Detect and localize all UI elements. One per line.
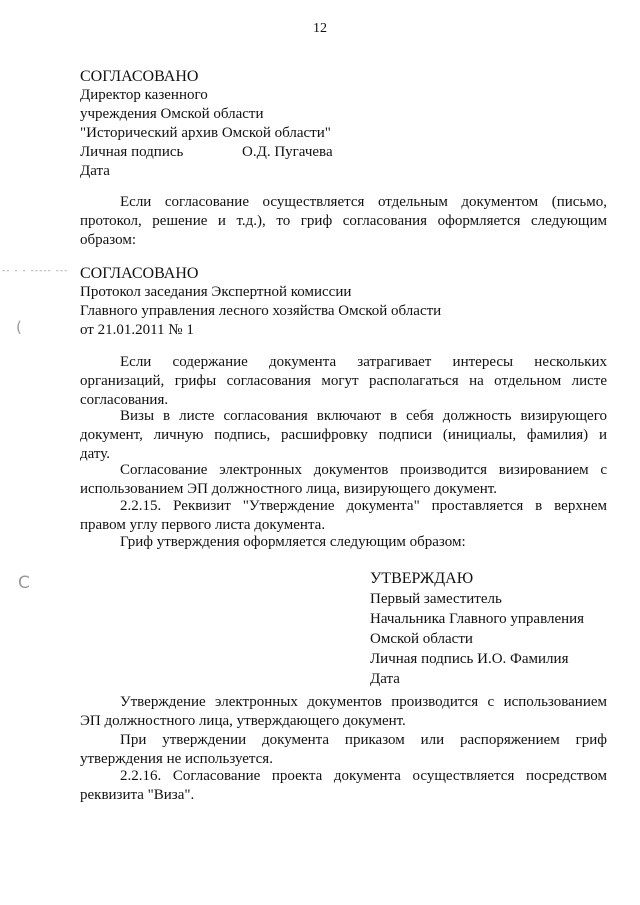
approval-line: Директор казенного [80,87,208,103]
paragraph-line: Гриф утверждения оформляется следующим образом: [120,534,466,550]
paragraph-several-organizations [80,353,607,410]
paragraph-line: При утверждении документа приказом или распоряжением гриф [120,732,607,748]
paragraph-separate-document [80,193,607,250]
signature-line [80,143,410,162]
approve-line: Начальника Главного управления [370,611,585,627]
approve-heading: УТВЕРЖДАЮ [370,570,474,587]
approval-line: от 21.01.2011 № 1 [80,322,194,338]
page-number: 12 [313,21,327,36]
approve-line: Дата [370,671,400,687]
paragraph-line: согласования. [80,392,169,408]
paragraph-stamp-intro [120,533,607,552]
paragraph-line: правом углу первого листа документа. [80,517,326,533]
paragraph-line: организаций, грифы согласования могут располагаться на отдельном листе [80,373,607,389]
paragraph-line: 2.2.15. Реквизит "Утверждение документа" проставляется в верхнем [120,498,607,514]
approve-stamp [370,569,610,689]
paragraph-2-2-16 [80,767,607,805]
approve-line: Омской области [370,631,473,647]
paragraph-line: Согласование электронных документов производится визированием с [120,462,607,478]
paragraph-line: протокол, решение и т.д.), то гриф согласования оформляется следующим [80,213,607,229]
paragraph-line: дату. [80,446,111,462]
signature-label: Личная подпись [80,144,184,160]
punch-hole-mark: ( [16,318,22,336]
approval-line: "Исторический архив Омской области" [80,125,331,141]
paragraph-electronic-agreement [80,461,607,499]
approval-stamp-protocol [80,264,500,340]
paragraph-line: Утверждение электронных документов производится с использованием [120,694,607,710]
approval-stamp-archive [80,67,410,181]
approve-line: Первый заместитель [370,591,502,607]
paragraph-line: Если согласование осуществляется отдельным документом (письмо, [120,194,607,210]
paragraph-visas [80,407,607,464]
paragraph-2-2-15 [80,497,607,535]
paragraph-line: ЭП должностного лица, утверждающего документ. [80,713,406,729]
approve-line: Личная подпись И.О. Фамилия [370,651,569,667]
paragraph-line: документ, личную подпись, расшифровку подписи (инициалы, фамилия) и [80,427,607,443]
approval-line: Главного управления лесного хозяйства Омской области [80,303,442,319]
paragraph-line: образом: [80,232,137,248]
scan-artifact-dashes: -- - - ----- --- [2,266,69,276]
date-label: Дата [80,163,110,179]
punch-hole-mark: C [18,573,30,593]
paragraph-line: Если содержание документа затрагивает интересы нескольких [120,354,607,370]
paragraph-line: утверждения не используется. [80,751,273,767]
paragraph-line: использованием ЭП должностного лица, визирующего документ. [80,481,497,497]
paragraph-line: реквизита "Виза". [80,787,195,803]
approval-line: Протокол заседания Экспертной комиссии [80,284,352,300]
approval-heading: СОГЛАСОВАНО [80,68,199,85]
approval-heading: СОГЛАСОВАНО [80,265,199,282]
paragraph-line: Визы в листе согласования включают в себя должность визирующего [120,408,607,424]
paragraph-order [80,731,607,769]
approval-line: учреждения Омской области [80,106,264,122]
signatory-name: О.Д. Пугачева [242,144,333,160]
paragraph-electronic-approval [80,693,607,731]
paragraph-line: 2.2.16. Согласование проекта документа осуществляется посредством [120,768,607,784]
